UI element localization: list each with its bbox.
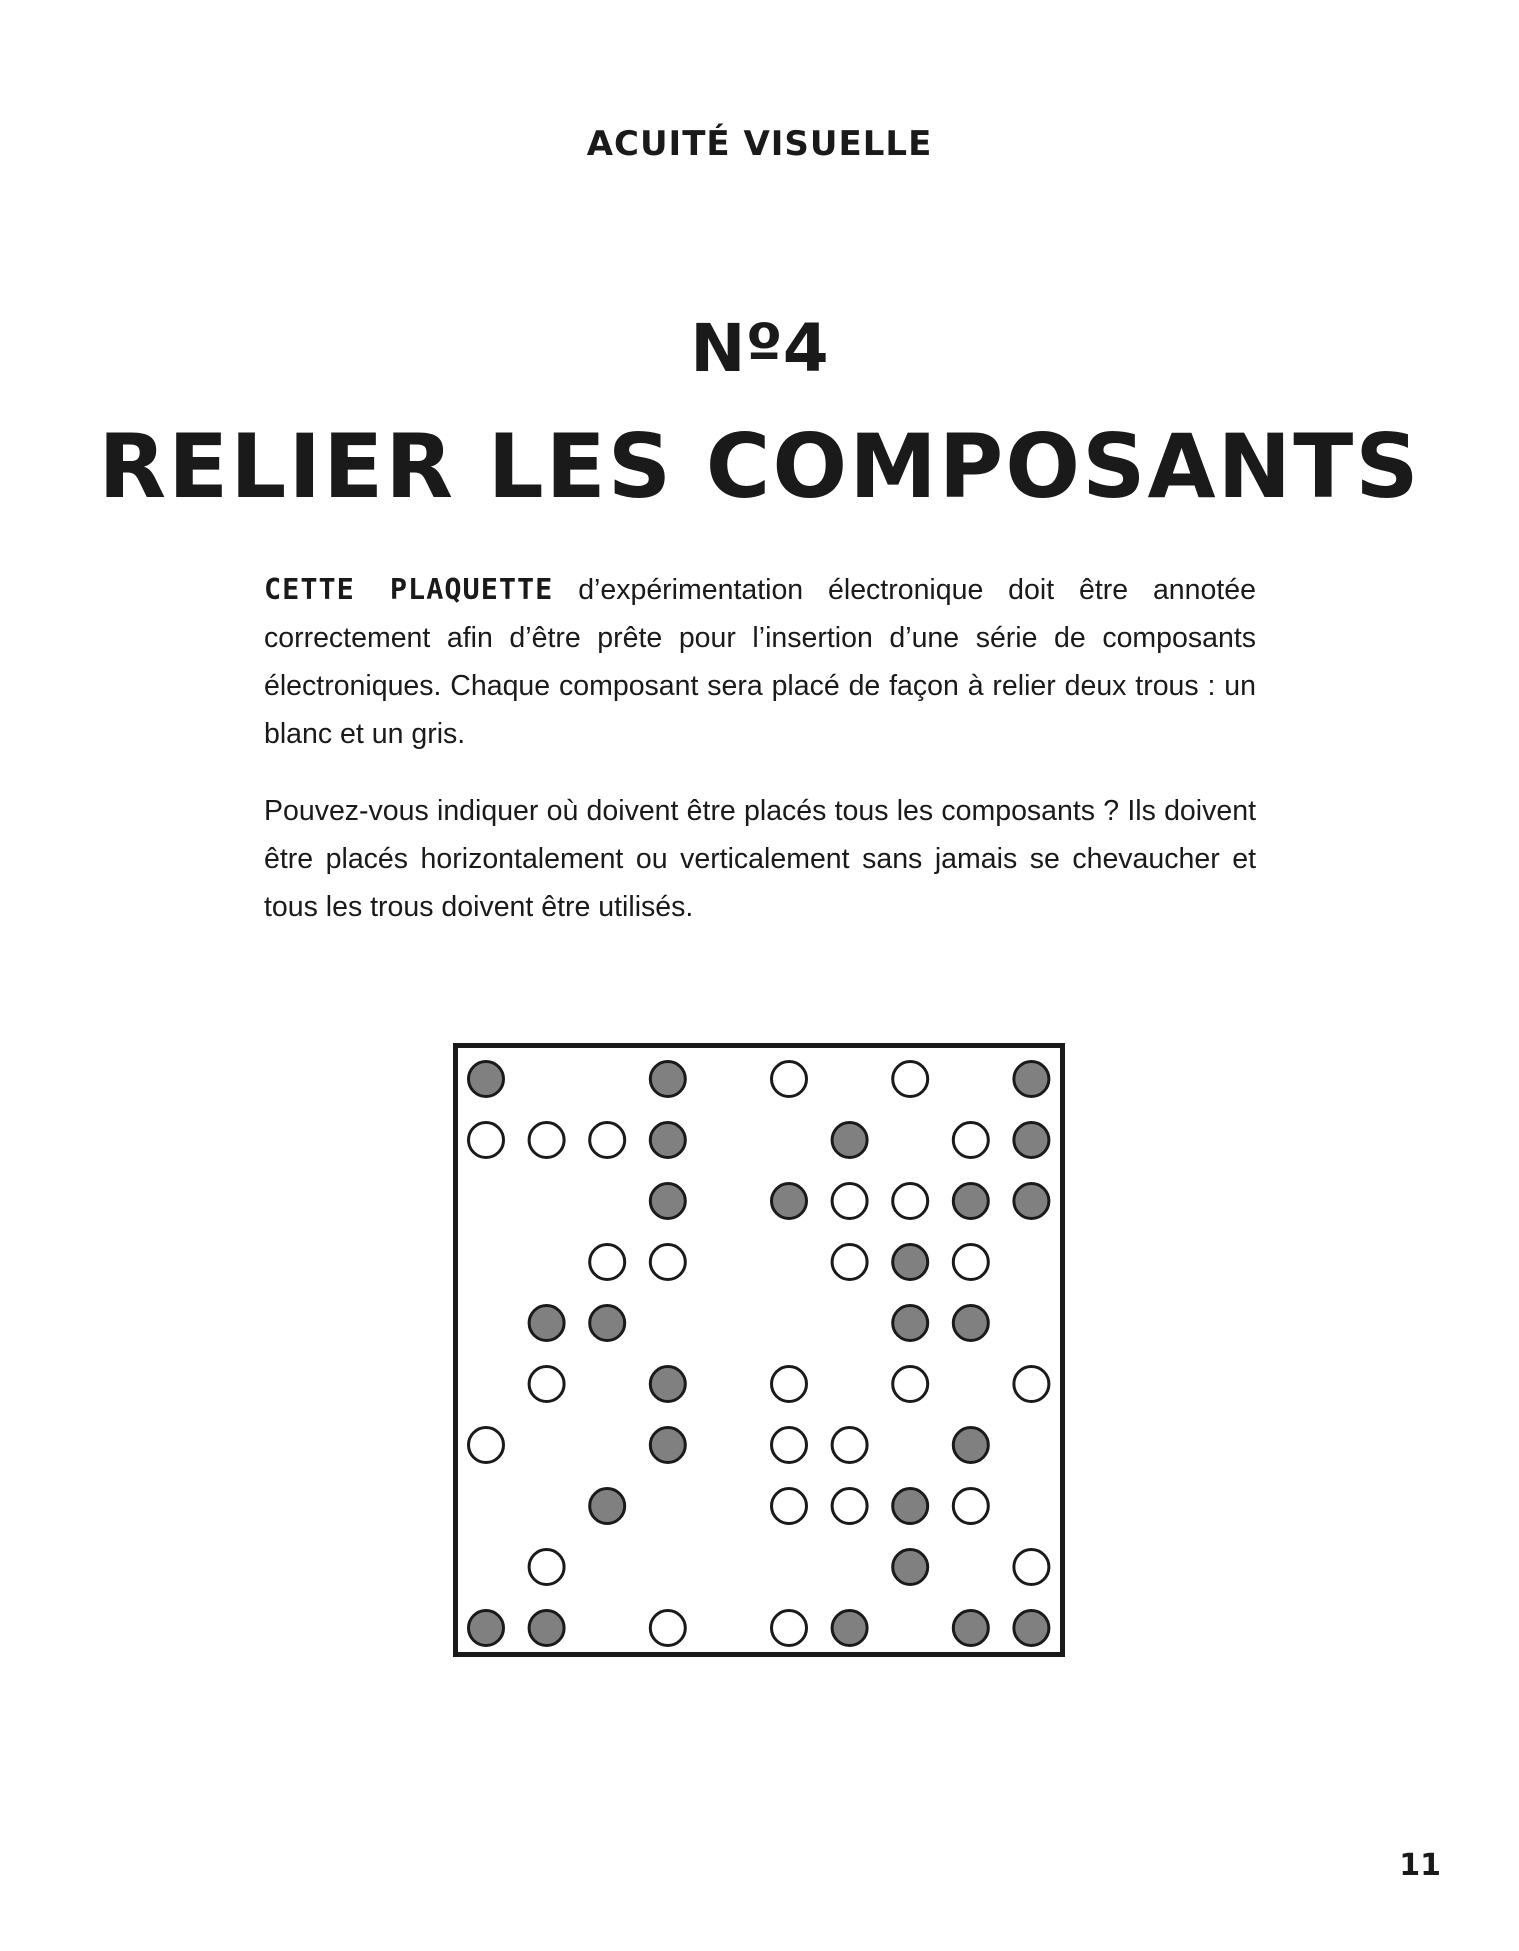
white-hole xyxy=(529,1367,564,1402)
grey-hole xyxy=(953,1306,988,1341)
white-hole xyxy=(953,1123,988,1158)
white-hole xyxy=(650,1611,685,1646)
grey-hole xyxy=(590,1306,625,1341)
white-hole xyxy=(832,1245,867,1280)
white-hole xyxy=(1014,1550,1049,1585)
grey-hole xyxy=(469,1062,504,1097)
white-hole xyxy=(772,1611,807,1646)
white-hole xyxy=(893,1062,928,1097)
puzzle-number: Nº4 xyxy=(690,310,829,387)
grey-hole xyxy=(772,1184,807,1219)
white-hole xyxy=(832,1489,867,1524)
grey-hole xyxy=(832,1123,867,1158)
grey-hole xyxy=(650,1367,685,1402)
intro-paragraph-2: Pouvez-vous indiquer où doivent être placés tous les composants ? Ils doivent être placés horizontalement ou verticalement sans jamais se chevaucher et tous les trous doivent être utilisés. xyxy=(264,795,1256,923)
white-hole xyxy=(953,1245,988,1280)
white-hole xyxy=(772,1428,807,1463)
intro-paragraph-1-text: d’expérimentation électronique doit être annotée correctement afin d’être prête pour l’insertion d’une série de composants électroniques. Chaque composant sera placé de façon à relier deux trous : un blanc et un gris. xyxy=(264,574,1256,750)
white-hole xyxy=(529,1550,564,1585)
grey-hole xyxy=(469,1611,504,1646)
intro-paragraph-1 xyxy=(264,566,1256,758)
white-hole xyxy=(893,1184,928,1219)
white-hole xyxy=(1014,1367,1049,1402)
white-hole xyxy=(529,1123,564,1158)
white-hole xyxy=(772,1489,807,1524)
white-hole xyxy=(832,1184,867,1219)
white-hole xyxy=(772,1062,807,1097)
grey-hole xyxy=(893,1550,928,1585)
white-hole xyxy=(590,1245,625,1280)
grey-hole xyxy=(1014,1184,1049,1219)
grey-hole xyxy=(1014,1062,1049,1097)
grey-hole xyxy=(650,1184,685,1219)
grey-hole xyxy=(953,1184,988,1219)
white-hole xyxy=(832,1428,867,1463)
grey-hole xyxy=(1014,1123,1049,1158)
white-hole xyxy=(772,1367,807,1402)
section-title: ACUITÉ VISUELLE xyxy=(586,124,933,164)
grey-hole xyxy=(893,1306,928,1341)
grey-hole xyxy=(529,1306,564,1341)
page-number: 11 xyxy=(1399,1848,1441,1883)
grey-hole xyxy=(529,1611,564,1646)
grey-hole xyxy=(953,1611,988,1646)
white-hole xyxy=(953,1489,988,1524)
grey-hole xyxy=(650,1123,685,1158)
white-hole xyxy=(650,1245,685,1280)
grey-hole xyxy=(893,1489,928,1524)
grey-hole xyxy=(832,1611,867,1646)
grey-hole xyxy=(1014,1611,1049,1646)
grey-hole xyxy=(590,1489,625,1524)
intro-lead: CETTE PLAQUETTE xyxy=(264,573,554,606)
white-hole xyxy=(469,1123,504,1158)
grey-hole xyxy=(953,1428,988,1463)
grey-hole xyxy=(650,1428,685,1463)
grey-hole xyxy=(893,1245,928,1280)
white-hole xyxy=(893,1367,928,1402)
white-hole xyxy=(469,1428,504,1463)
puzzle-title: RELIER LES COMPOSANTS xyxy=(98,415,1421,518)
grey-hole xyxy=(650,1062,685,1097)
white-hole xyxy=(590,1123,625,1158)
breadboard-grid xyxy=(453,1043,1065,1657)
